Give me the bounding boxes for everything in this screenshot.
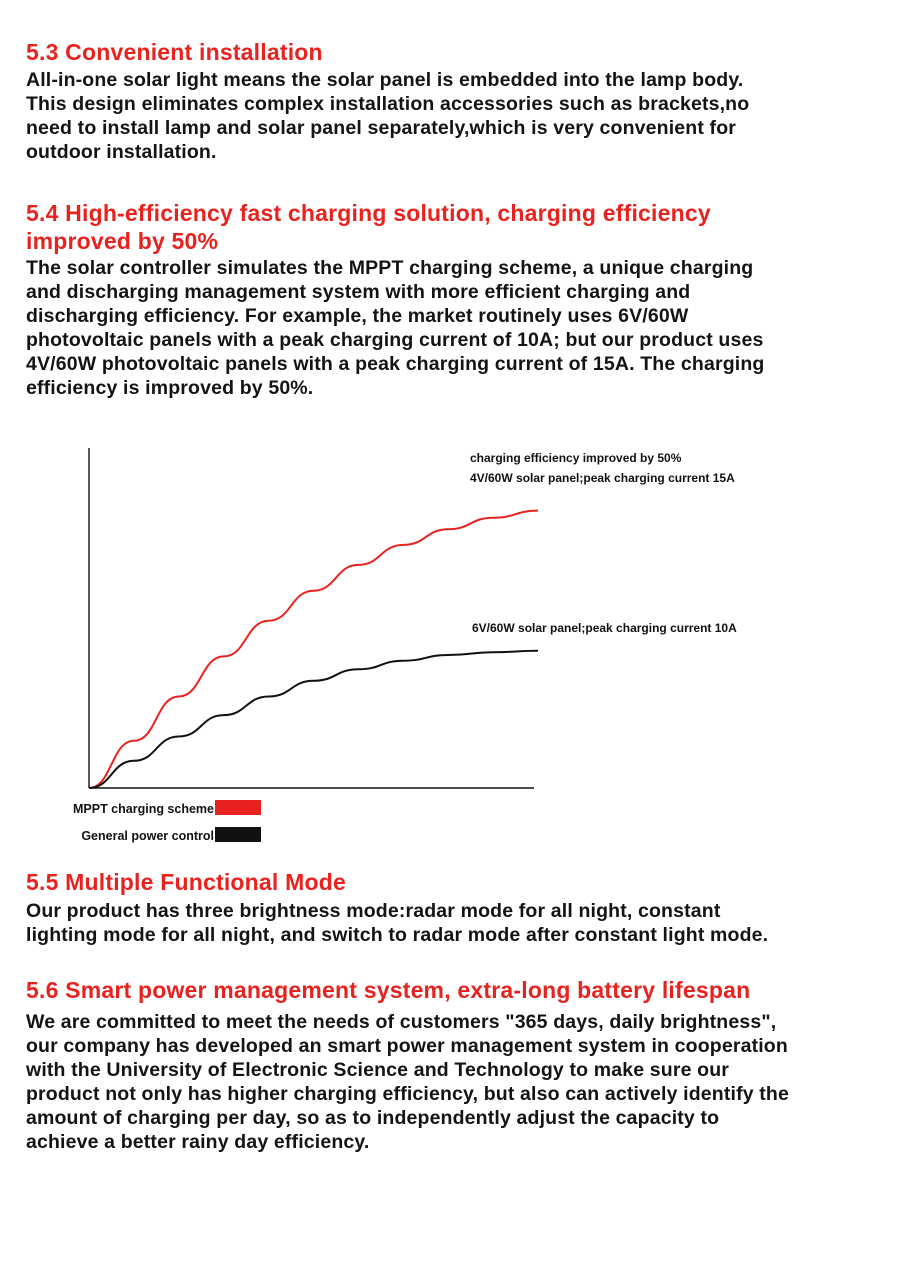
section-heading <box>26 199 876 255</box>
heading-line: improved by 50% <box>26 228 219 254</box>
body-line: and discharging management system with more efficient charging and <box>26 281 691 303</box>
section-body <box>26 899 876 947</box>
heading-line: 5.4 High-efficiency fast charging solution, charging efficiency <box>26 200 711 226</box>
section-heading: 5.6 Smart power management system, extra-long battery lifespan <box>26 977 751 1003</box>
body-line: All-in-one solar light means the solar panel is embedded into the lamp body. <box>26 69 744 91</box>
mppt-annotation-line: 4V/60W solar panel;peak charging current 15A <box>470 471 735 485</box>
body-line: efficiency is improved by 50%. <box>26 377 314 399</box>
body-line: with the University of Electronic Science and Technology to make sure our <box>26 1059 729 1081</box>
general-annotation-line: 6V/60W solar panel;peak charging current 10A <box>472 621 737 635</box>
body-line: discharging efficiency. For example, the market routinely uses 6V/60W <box>26 305 689 327</box>
body-line: our company has developed an smart power management system in cooperation <box>26 1035 788 1057</box>
body-line: photovoltaic panels with a peak charging current of 10A; but our product uses <box>26 329 764 351</box>
section-heading: 5.3 Convenient installation <box>26 39 323 65</box>
section-body <box>26 1010 876 1154</box>
body-line: outdoor installation. <box>26 141 217 163</box>
mppt-charging-curve <box>89 511 538 788</box>
section-body <box>26 68 876 164</box>
body-line: need to install lamp and solar panel separately,which is very convenient for <box>26 117 737 139</box>
legend-label-mppt: MPPT charging scheme <box>72 802 214 816</box>
charging-curve-chart <box>40 440 800 850</box>
body-line: achieve a better rainy day efficiency. <box>26 1131 370 1153</box>
body-line: amount of charging per day, so as to independently adjust the capacity to <box>26 1107 720 1129</box>
section-functional-mode <box>26 868 876 947</box>
section-fast-charging <box>26 199 876 400</box>
mppt-annotation-line: charging efficiency improved by 50% <box>470 451 682 465</box>
body-line: 4V/60W photovoltaic panels with a peak charging current of 15A. The charging <box>26 353 765 375</box>
section-power-management <box>26 976 876 1154</box>
legend-swatch-general <box>215 827 261 842</box>
body-line: The solar controller simulates the MPPT charging scheme, a unique charging <box>26 257 754 279</box>
section-heading: 5.5 Multiple Functional Mode <box>26 869 346 895</box>
body-line: This design eliminates complex installation accessories such as brackets,no <box>26 93 750 115</box>
body-line: product not only has higher charging efficiency, but also can actively identify the <box>26 1083 789 1105</box>
legend-label-general: General power control <box>81 829 214 843</box>
section-convenient-installation <box>26 38 876 164</box>
body-line: Our product has three brightness mode:radar mode for all night, constant <box>26 900 721 922</box>
body-line: lighting mode for all night, and switch to radar mode after constant light mode. <box>26 924 769 946</box>
section-body <box>26 256 876 400</box>
legend-swatch-mppt <box>215 800 261 815</box>
body-line: We are committed to meet the needs of customers "365 days, daily brightness", <box>26 1011 777 1033</box>
